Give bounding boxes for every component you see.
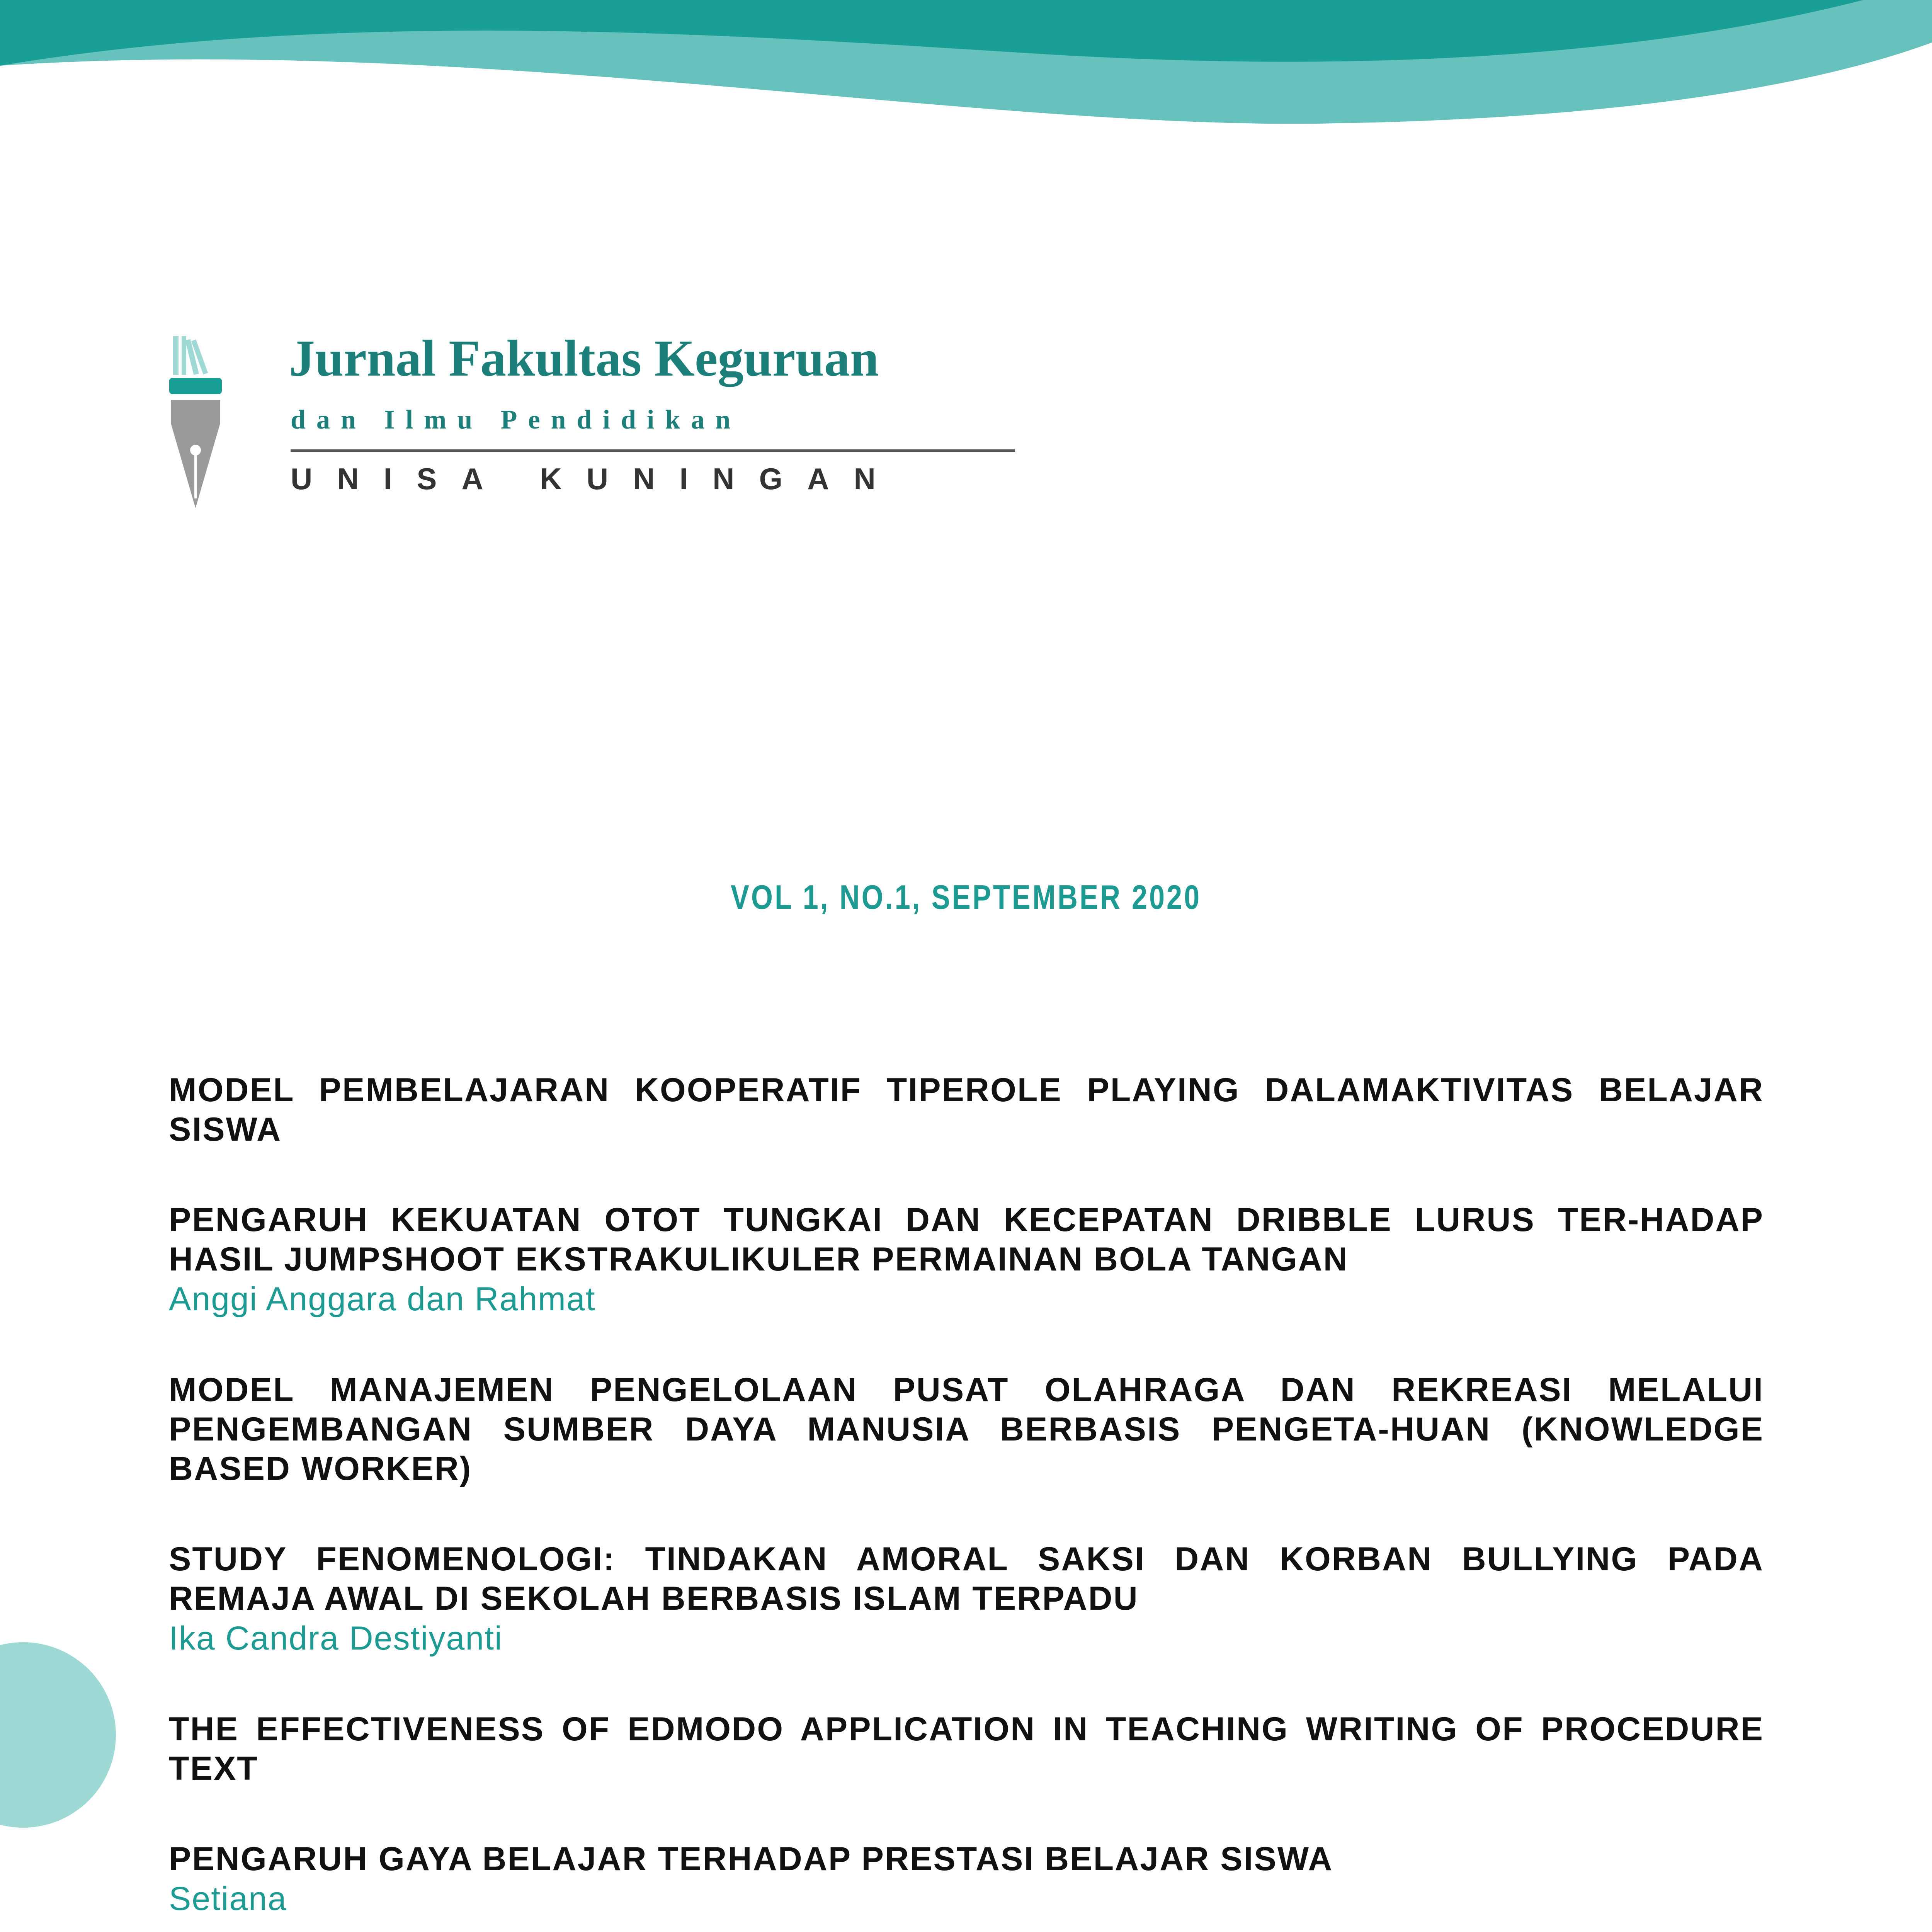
article-title: THE EFFECTIVENESS OF EDMODO APPLICATION IN TEACHING WRITING OF PROCEDURE TEXT [169, 1711, 1764, 1787]
left-decorative-circle [0, 1642, 116, 1828]
article-entry [169, 1370, 1764, 1488]
article-entry [169, 1539, 1764, 1658]
article-title: PENGARUH KEKUATAN OTOT TUNGKAI DAN KECEPATAN DRIBBLE LURUS TER-HADAP HASIL JUMPSHOOT EKSTRAKULIKULER PERMAINAN BOLA TANGAN [169, 1201, 1764, 1278]
article-entry [169, 1839, 1764, 1919]
article-title: MODEL PEMBELAJARAN KOOPERATIF TIPEROLE PLAYING DALAMAKTIVITAS BELAJAR SISWA [169, 1071, 1764, 1148]
article-entry [169, 1709, 1764, 1788]
logo-divider [291, 449, 1015, 452]
article-title: MODEL MANAJEMEN PENGELOLAAN PUSAT OLAHRAGA DAN REKREASI MELALUI PENGEMBANGAN SUMBER DAYA MANUSIA BERBASIS PENGETA-HUAN (KNOWLEDGE BASED WORKER) [169, 1371, 1764, 1487]
article-author: Anggi Anggara dan Rahmat [169, 1281, 596, 1318]
journal-subtitle: dan Ilmu Pendidikan [291, 405, 742, 435]
book-pen-icon [166, 332, 228, 514]
article-author: Setiana [169, 1880, 287, 1917]
article-entry [169, 1200, 1764, 1319]
article-entry [169, 1070, 1764, 1149]
journal-title: Jurnal Fakultas Keguruan [289, 330, 879, 387]
volume-issue-label: VOL 1, NO.1, SEPTEMBER 2020 [730, 878, 1202, 916]
article-title: PENGARUH GAYA BELAJAR TERHADAP PRESTASI BELAJAR SISWA [169, 1840, 1333, 1878]
article-title: STUDY FENOMENOLOGI: TINDAKAN AMORAL SAKSI DAN KORBAN BULLYING PADA REMAJA AWAL DI SEKOLAH BERBASIS ISLAM TERPADU [169, 1541, 1764, 1617]
article-author: Ika Candra Destiyanti [169, 1620, 503, 1657]
journal-logo [166, 330, 900, 518]
institution-name: UNISA KUNINGAN [291, 462, 900, 496]
table-of-contents [169, 1070, 1764, 1932]
